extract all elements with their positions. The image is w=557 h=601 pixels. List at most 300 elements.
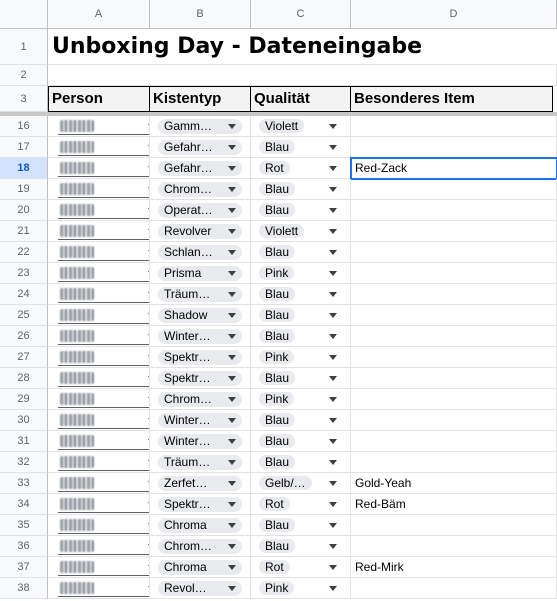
person-dropdown[interactable] bbox=[58, 580, 150, 597]
person-cell[interactable] bbox=[48, 515, 150, 536]
dropdown-arrow-icon[interactable] bbox=[228, 124, 236, 129]
qualitaet-value: Blau bbox=[259, 455, 295, 469]
qualitaet-cell[interactable] bbox=[251, 326, 351, 347]
qualitaet-chip[interactable] bbox=[259, 476, 343, 491]
qualitaet-chip[interactable] bbox=[259, 539, 343, 554]
qualitaet-cell[interactable] bbox=[251, 410, 351, 431]
person-cell[interactable] bbox=[48, 536, 150, 557]
redacted-person-name bbox=[60, 183, 94, 195]
row-number[interactable]: 29 bbox=[0, 389, 48, 410]
kistentyp-chip[interactable] bbox=[158, 413, 242, 428]
qualitaet-cell[interactable] bbox=[251, 158, 351, 179]
besonderes-item-cell[interactable]: Red-Bäm bbox=[351, 494, 557, 515]
qualitaet-chip[interactable] bbox=[259, 371, 343, 386]
person-dropdown[interactable] bbox=[58, 244, 150, 261]
person-dropdown[interactable] bbox=[58, 475, 150, 492]
dropdown-arrow-icon[interactable] bbox=[329, 481, 337, 486]
person-cell[interactable] bbox=[48, 284, 150, 305]
dropdown-arrow-icon[interactable] bbox=[329, 187, 337, 192]
kistentyp-cell[interactable] bbox=[150, 284, 251, 305]
kistentyp-value: Zerfet… bbox=[164, 476, 208, 490]
person-cell[interactable] bbox=[48, 557, 150, 578]
dropdown-arrow-icon[interactable] bbox=[329, 313, 337, 318]
person-cell[interactable] bbox=[48, 368, 150, 389]
row-number[interactable]: 36 bbox=[0, 536, 48, 557]
person-dropdown[interactable] bbox=[58, 181, 150, 198]
besonderes-item-cell[interactable] bbox=[351, 536, 557, 557]
dropdown-underline bbox=[58, 596, 150, 597]
kistentyp-value: Winter… bbox=[164, 329, 211, 343]
kistentyp-cell[interactable] bbox=[150, 221, 251, 242]
dropdown-arrow-icon[interactable] bbox=[329, 145, 337, 150]
sheet-title[interactable]: Unboxing Day - Dateneingabe bbox=[48, 29, 557, 65]
besonderes-item-cell[interactable] bbox=[351, 368, 557, 389]
dropdown-arrow-icon[interactable] bbox=[228, 271, 236, 276]
qualitaet-chip[interactable] bbox=[259, 161, 343, 176]
kistentyp-chip[interactable] bbox=[158, 140, 242, 155]
row-number[interactable]: 32 bbox=[0, 452, 48, 473]
column-header-c[interactable]: C bbox=[251, 0, 351, 28]
person-cell[interactable] bbox=[48, 389, 150, 410]
header-besonderes-item[interactable]: Besonderes Item bbox=[351, 86, 553, 112]
person-dropdown[interactable] bbox=[58, 391, 150, 408]
person-cell[interactable] bbox=[48, 305, 150, 326]
kistentyp-cell[interactable] bbox=[150, 179, 251, 200]
header-qualitaet[interactable]: Qualität bbox=[251, 86, 351, 112]
person-cell[interactable] bbox=[48, 494, 150, 515]
qualitaet-cell[interactable] bbox=[251, 179, 351, 200]
person-dropdown[interactable] bbox=[58, 118, 150, 135]
person-cell[interactable] bbox=[48, 263, 150, 284]
kistentyp-chip[interactable] bbox=[158, 182, 242, 197]
person-cell[interactable] bbox=[48, 116, 150, 137]
person-cell[interactable] bbox=[48, 431, 150, 452]
dropdown-underline bbox=[58, 470, 150, 471]
row-number[interactable]: 38 bbox=[0, 578, 48, 599]
qualitaet-value: Blau bbox=[259, 140, 295, 154]
qualitaet-cell[interactable] bbox=[251, 263, 351, 284]
qualitaet-chip[interactable] bbox=[259, 245, 343, 260]
redacted-person-name bbox=[60, 288, 94, 300]
besonderes-item-cell[interactable] bbox=[351, 263, 557, 284]
person-dropdown[interactable] bbox=[58, 349, 150, 366]
person-cell[interactable] bbox=[48, 137, 150, 158]
qualitaet-value: Blau bbox=[259, 308, 295, 322]
besonderes-item-cell[interactable] bbox=[351, 410, 557, 431]
kistentyp-cell[interactable] bbox=[150, 263, 251, 284]
besonderes-item-cell[interactable] bbox=[351, 347, 557, 368]
header-kistentyp[interactable]: Kistentyp bbox=[150, 86, 251, 112]
qualitaet-value: Blau bbox=[259, 413, 295, 427]
kistentyp-chip[interactable] bbox=[158, 497, 242, 512]
dropdown-arrow-icon[interactable] bbox=[228, 166, 236, 171]
dropdown-underline bbox=[58, 281, 150, 282]
person-dropdown[interactable] bbox=[58, 496, 150, 513]
row-number[interactable]: 16 bbox=[0, 116, 48, 137]
dropdown-arrow-icon[interactable] bbox=[329, 460, 337, 465]
kistentyp-chip[interactable] bbox=[158, 287, 242, 302]
dropdown-underline bbox=[58, 344, 150, 345]
qualitaet-value: Blau bbox=[259, 203, 295, 217]
kistentyp-cell[interactable] bbox=[150, 557, 251, 578]
kistentyp-cell[interactable] bbox=[150, 200, 251, 221]
kistentyp-chip[interactable] bbox=[158, 161, 242, 176]
dropdown-arrow-icon[interactable] bbox=[228, 544, 236, 549]
qualitaet-value: Blau bbox=[259, 287, 295, 301]
qualitaet-chip[interactable] bbox=[259, 140, 343, 155]
redacted-person-name bbox=[60, 477, 94, 489]
dropdown-arrow-icon[interactable] bbox=[329, 166, 337, 171]
dropdown-underline bbox=[58, 365, 150, 366]
dropdown-arrow-icon[interactable] bbox=[228, 523, 236, 528]
qualitaet-chip[interactable] bbox=[259, 308, 343, 323]
redacted-person-name bbox=[60, 330, 94, 342]
dropdown-arrow-icon[interactable] bbox=[228, 334, 236, 339]
dropdown-arrow-icon[interactable] bbox=[228, 502, 236, 507]
row-number[interactable]: 18 bbox=[0, 158, 48, 179]
kistentyp-chip[interactable] bbox=[158, 476, 242, 491]
qualitaet-cell[interactable] bbox=[251, 221, 351, 242]
besonderes-item-cell[interactable]: Gold-Yeah bbox=[351, 473, 557, 494]
dropdown-arrow-icon[interactable] bbox=[228, 145, 236, 150]
row-number[interactable]: 21 bbox=[0, 221, 48, 242]
dropdown-arrow-icon[interactable] bbox=[329, 502, 337, 507]
qualitaet-cell[interactable] bbox=[251, 347, 351, 368]
dropdown-arrow-icon[interactable] bbox=[329, 208, 337, 213]
dropdown-arrow-icon[interactable] bbox=[228, 376, 236, 381]
dropdown-underline bbox=[58, 239, 150, 240]
kistentyp-chip[interactable] bbox=[158, 203, 242, 218]
qualitaet-chip[interactable] bbox=[259, 329, 343, 344]
row-number[interactable]: 25 bbox=[0, 305, 48, 326]
qualitaet-chip[interactable] bbox=[259, 413, 343, 428]
qualitaet-cell[interactable] bbox=[251, 578, 351, 599]
column-header-a[interactable]: A bbox=[48, 0, 150, 28]
kistentyp-cell[interactable] bbox=[150, 158, 251, 179]
qualitaet-cell[interactable] bbox=[251, 389, 351, 410]
dropdown-underline bbox=[58, 197, 150, 198]
qualitaet-cell[interactable] bbox=[251, 368, 351, 389]
empty-row-cell[interactable] bbox=[48, 65, 557, 86]
kistentyp-value: Revol… bbox=[164, 581, 207, 595]
kistentyp-cell[interactable] bbox=[150, 242, 251, 263]
qualitaet-cell[interactable] bbox=[251, 305, 351, 326]
redacted-person-name bbox=[60, 435, 94, 447]
qualitaet-cell[interactable] bbox=[251, 515, 351, 536]
redacted-person-name bbox=[60, 414, 94, 426]
qualitaet-cell[interactable] bbox=[251, 452, 351, 473]
qualitaet-chip[interactable] bbox=[259, 203, 343, 218]
qualitaet-chip[interactable] bbox=[259, 497, 343, 512]
dropdown-arrow-icon[interactable] bbox=[329, 292, 337, 297]
kistentyp-value: Shadow bbox=[164, 308, 208, 322]
person-dropdown[interactable] bbox=[58, 223, 150, 240]
dropdown-arrow-icon[interactable] bbox=[329, 544, 337, 549]
dropdown-arrow-icon[interactable] bbox=[329, 250, 337, 255]
qualitaet-chip[interactable] bbox=[259, 434, 343, 449]
person-dropdown[interactable] bbox=[58, 307, 150, 324]
dropdown-arrow-icon[interactable] bbox=[329, 124, 337, 129]
qualitaet-cell[interactable] bbox=[251, 200, 351, 221]
dropdown-arrow-icon[interactable] bbox=[228, 250, 236, 255]
row-number[interactable]: 3 bbox=[0, 86, 48, 112]
row-number[interactable]: 19 bbox=[0, 179, 48, 200]
kistentyp-chip[interactable] bbox=[158, 224, 242, 239]
qualitaet-chip[interactable] bbox=[259, 560, 343, 575]
qualitaet-chip[interactable] bbox=[259, 119, 343, 134]
dropdown-arrow-icon[interactable] bbox=[329, 376, 337, 381]
qualitaet-value: Pink bbox=[259, 350, 294, 364]
dropdown-arrow-icon[interactable] bbox=[228, 397, 236, 402]
kistentyp-chip[interactable] bbox=[158, 350, 242, 365]
person-dropdown[interactable] bbox=[58, 412, 150, 429]
redacted-person-name bbox=[60, 540, 94, 552]
besonderes-item-cell[interactable] bbox=[351, 179, 557, 200]
qualitaet-chip[interactable] bbox=[259, 266, 343, 281]
kistentyp-value: Chroma bbox=[164, 518, 207, 532]
besonderes-item-cell[interactable]: Red-Mirk bbox=[351, 557, 557, 578]
besonderes-item-cell[interactable] bbox=[351, 137, 557, 158]
dropdown-underline bbox=[58, 260, 150, 261]
dropdown-arrow-icon[interactable] bbox=[228, 208, 236, 213]
kistentyp-chip[interactable] bbox=[158, 560, 242, 575]
qualitaet-chip[interactable] bbox=[259, 224, 343, 239]
qualitaet-cell[interactable] bbox=[251, 116, 351, 137]
qualitaet-cell[interactable] bbox=[251, 557, 351, 578]
kistentyp-cell[interactable] bbox=[150, 536, 251, 557]
qualitaet-value: Blau bbox=[259, 518, 295, 532]
dropdown-underline bbox=[58, 575, 150, 576]
person-dropdown[interactable] bbox=[58, 559, 150, 576]
row-number[interactable]: 23 bbox=[0, 263, 48, 284]
person-dropdown[interactable] bbox=[58, 286, 150, 303]
dropdown-arrow-icon[interactable] bbox=[228, 355, 236, 360]
redacted-person-name bbox=[60, 309, 94, 321]
row-number[interactable]: 20 bbox=[0, 200, 48, 221]
row-number[interactable]: 33 bbox=[0, 473, 48, 494]
redacted-person-name bbox=[60, 120, 94, 132]
person-dropdown[interactable] bbox=[58, 454, 150, 471]
kistentyp-cell[interactable] bbox=[150, 452, 251, 473]
qualitaet-cell[interactable] bbox=[251, 137, 351, 158]
besonderes-item-cell[interactable] bbox=[351, 515, 557, 536]
besonderes-item-cell[interactable] bbox=[351, 242, 557, 263]
kistentyp-cell[interactable] bbox=[150, 116, 251, 137]
row-number[interactable]: 30 bbox=[0, 410, 48, 431]
row-number[interactable]: 35 bbox=[0, 515, 48, 536]
besonderes-item-cell[interactable]: Red-Zack bbox=[351, 158, 557, 179]
kistentyp-cell[interactable] bbox=[150, 515, 251, 536]
row-number[interactable]: 22 bbox=[0, 242, 48, 263]
dropdown-underline bbox=[58, 323, 150, 324]
person-cell[interactable] bbox=[48, 221, 150, 242]
person-dropdown[interactable] bbox=[58, 265, 150, 282]
person-cell[interactable] bbox=[48, 347, 150, 368]
besonderes-item-cell[interactable] bbox=[351, 431, 557, 452]
besonderes-item-cell[interactable] bbox=[351, 116, 557, 137]
dropdown-underline bbox=[58, 407, 150, 408]
qualitaet-value: Violett bbox=[259, 119, 304, 133]
row-number[interactable]: 2 bbox=[0, 65, 48, 86]
qualitaet-cell[interactable] bbox=[251, 284, 351, 305]
person-dropdown[interactable] bbox=[58, 139, 150, 156]
dropdown-arrow-icon[interactable] bbox=[228, 418, 236, 423]
kistentyp-chip[interactable] bbox=[158, 119, 242, 134]
qualitaet-cell[interactable] bbox=[251, 242, 351, 263]
kistentyp-chip[interactable] bbox=[158, 266, 242, 281]
qualitaet-value: Rot bbox=[259, 161, 290, 175]
row-number[interactable]: 17 bbox=[0, 137, 48, 158]
dropdown-arrow-icon[interactable] bbox=[329, 229, 337, 234]
kistentyp-value: Spektr… bbox=[164, 497, 211, 511]
qualitaet-cell[interactable] bbox=[251, 431, 351, 452]
dropdown-arrow-icon[interactable] bbox=[329, 523, 337, 528]
besonderes-item-cell[interactable] bbox=[351, 326, 557, 347]
qualitaet-cell[interactable] bbox=[251, 473, 351, 494]
redacted-person-name bbox=[60, 351, 94, 363]
kistentyp-chip[interactable] bbox=[158, 371, 242, 386]
person-dropdown[interactable] bbox=[58, 202, 150, 219]
redacted-person-name bbox=[60, 204, 94, 216]
kistentyp-chip[interactable] bbox=[158, 308, 242, 323]
dropdown-arrow-icon[interactable] bbox=[228, 460, 236, 465]
kistentyp-value: Spektr… bbox=[164, 350, 211, 364]
kistentyp-cell[interactable] bbox=[150, 494, 251, 515]
redacted-person-name bbox=[60, 393, 94, 405]
person-cell[interactable] bbox=[48, 158, 150, 179]
kistentyp-chip[interactable] bbox=[158, 455, 242, 470]
person-dropdown[interactable] bbox=[58, 370, 150, 387]
kistentyp-chip[interactable] bbox=[158, 539, 242, 554]
row-number[interactable]: 26 bbox=[0, 326, 48, 347]
dropdown-arrow-icon[interactable] bbox=[329, 586, 337, 591]
person-cell[interactable] bbox=[48, 326, 150, 347]
row-number[interactable]: 31 bbox=[0, 431, 48, 452]
redacted-person-name bbox=[60, 267, 94, 279]
dropdown-arrow-icon[interactable] bbox=[228, 565, 236, 570]
row-number[interactable]: 28 bbox=[0, 368, 48, 389]
dropdown-arrow-icon[interactable] bbox=[228, 586, 236, 591]
kistentyp-chip[interactable] bbox=[158, 245, 242, 260]
dropdown-arrow-icon[interactable] bbox=[329, 439, 337, 444]
dropdown-arrow-icon[interactable] bbox=[228, 481, 236, 486]
dropdown-arrow-icon[interactable] bbox=[329, 418, 337, 423]
kistentyp-chip[interactable] bbox=[158, 329, 242, 344]
column-header-d[interactable]: D bbox=[351, 0, 557, 28]
kistentyp-value: Winter… bbox=[164, 413, 211, 427]
qualitaet-chip[interactable] bbox=[259, 455, 343, 470]
qualitaet-chip[interactable] bbox=[259, 581, 343, 596]
row-number[interactable]: 37 bbox=[0, 557, 48, 578]
person-cell[interactable] bbox=[48, 473, 150, 494]
besonderes-item-cell[interactable] bbox=[351, 578, 557, 599]
dropdown-arrow-icon[interactable] bbox=[329, 355, 337, 360]
row-number[interactable]: 27 bbox=[0, 347, 48, 368]
person-cell[interactable] bbox=[48, 578, 150, 599]
row-number[interactable]: 24 bbox=[0, 284, 48, 305]
besonderes-item-cell[interactable] bbox=[351, 200, 557, 221]
qualitaet-chip[interactable] bbox=[259, 182, 343, 197]
dropdown-arrow-icon[interactable] bbox=[228, 292, 236, 297]
header-person[interactable]: Person bbox=[48, 86, 150, 112]
kistentyp-value: Träum… bbox=[164, 455, 211, 469]
kistentyp-cell[interactable] bbox=[150, 410, 251, 431]
column-header-b[interactable]: B bbox=[150, 0, 251, 28]
qualitaet-value: Blau bbox=[259, 245, 295, 259]
kistentyp-cell[interactable] bbox=[150, 137, 251, 158]
person-cell[interactable] bbox=[48, 452, 150, 473]
row-number[interactable]: 1 bbox=[0, 29, 48, 65]
person-dropdown[interactable] bbox=[58, 433, 150, 450]
kistentyp-value: Chrom… bbox=[164, 539, 213, 553]
besonderes-item-cell[interactable] bbox=[351, 452, 557, 473]
person-dropdown[interactable] bbox=[58, 538, 150, 555]
kistentyp-cell[interactable] bbox=[150, 431, 251, 452]
person-cell[interactable] bbox=[48, 410, 150, 431]
kistentyp-cell[interactable] bbox=[150, 305, 251, 326]
person-dropdown[interactable] bbox=[58, 160, 150, 177]
qualitaet-chip[interactable] bbox=[259, 392, 343, 407]
qualitaet-chip[interactable] bbox=[259, 350, 343, 365]
besonderes-item-cell[interactable] bbox=[351, 284, 557, 305]
besonderes-item-cell[interactable] bbox=[351, 305, 557, 326]
kistentyp-cell[interactable] bbox=[150, 326, 251, 347]
dropdown-arrow-icon[interactable] bbox=[228, 229, 236, 234]
dropdown-arrow-icon[interactable] bbox=[329, 397, 337, 402]
person-cell[interactable] bbox=[48, 179, 150, 200]
dropdown-arrow-icon[interactable] bbox=[228, 439, 236, 444]
kistentyp-cell[interactable] bbox=[150, 347, 251, 368]
qualitaet-cell[interactable] bbox=[251, 494, 351, 515]
kistentyp-chip[interactable] bbox=[158, 434, 242, 449]
besonderes-item-cell[interactable] bbox=[351, 221, 557, 242]
qualitaet-chip[interactable] bbox=[259, 287, 343, 302]
kistentyp-value: Spektr… bbox=[164, 371, 211, 385]
person-cell[interactable] bbox=[48, 242, 150, 263]
person-cell[interactable] bbox=[48, 200, 150, 221]
dropdown-arrow-icon[interactable] bbox=[329, 565, 337, 570]
kistentyp-cell[interactable] bbox=[150, 389, 251, 410]
kistentyp-cell[interactable] bbox=[150, 473, 251, 494]
kistentyp-cell[interactable] bbox=[150, 578, 251, 599]
person-dropdown[interactable] bbox=[58, 328, 150, 345]
qualitaet-chip[interactable] bbox=[259, 518, 343, 533]
dropdown-underline bbox=[58, 218, 150, 219]
dropdown-arrow-icon[interactable] bbox=[228, 187, 236, 192]
dropdown-underline bbox=[58, 176, 150, 177]
column-header-bar bbox=[0, 0, 557, 29]
qualitaet-value: Rot bbox=[259, 560, 290, 574]
dropdown-arrow-icon[interactable] bbox=[228, 313, 236, 318]
besonderes-item-cell[interactable] bbox=[351, 389, 557, 410]
dropdown-arrow-icon[interactable] bbox=[329, 271, 337, 276]
kistentyp-chip[interactable] bbox=[158, 581, 242, 596]
row-number[interactable]: 34 bbox=[0, 494, 48, 515]
kistentyp-cell[interactable] bbox=[150, 368, 251, 389]
select-all-corner[interactable] bbox=[0, 0, 48, 28]
kistentyp-chip[interactable] bbox=[158, 518, 242, 533]
qualitaet-value: Pink bbox=[259, 392, 294, 406]
kistentyp-value: Gefahr… bbox=[164, 140, 213, 154]
kistentyp-value: Chroma bbox=[164, 560, 207, 574]
dropdown-arrow-icon[interactable] bbox=[329, 334, 337, 339]
dropdown-underline bbox=[58, 512, 150, 513]
qualitaet-cell[interactable] bbox=[251, 536, 351, 557]
redacted-person-name bbox=[60, 582, 94, 594]
dropdown-underline bbox=[58, 428, 150, 429]
person-dropdown[interactable] bbox=[58, 517, 150, 534]
kistentyp-chip[interactable] bbox=[158, 392, 242, 407]
